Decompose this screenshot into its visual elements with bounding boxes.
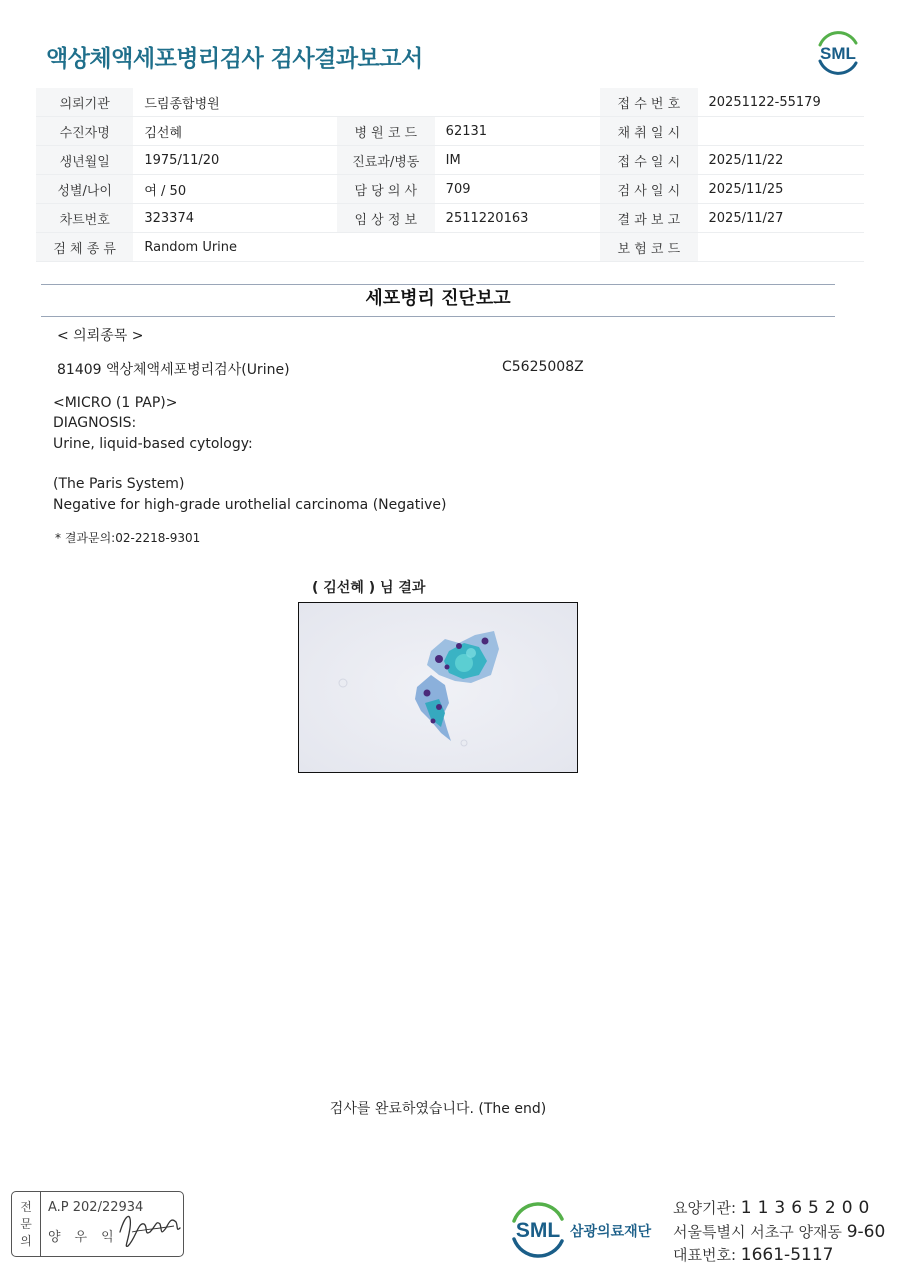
diagnosis-line: (The Paris System) — [53, 476, 185, 493]
info-label: 접 수 일 시 — [600, 146, 697, 175]
patient-info-table — [36, 88, 864, 262]
foundation-logo-text: SML — [515, 1219, 561, 1242]
info-value: 20251122-55179 — [698, 88, 865, 117]
test-name: 81409 액상체액세포병리검사(Urine) — [57, 362, 290, 378]
stamp-license: A.P 202/22934 — [48, 1200, 144, 1215]
diagnosis-line — [53, 454, 446, 474]
info-value: Random Urine — [133, 233, 337, 262]
info-label: 성별/나이 — [36, 175, 133, 204]
sml-logo-text: SML — [820, 44, 856, 63]
stamp-side-char: 전 — [20, 1199, 32, 1214]
info-value: 2025/11/22 — [698, 146, 865, 175]
info-label: 접 수 번 호 — [600, 88, 697, 117]
info-label: 진료과/병동 — [337, 146, 435, 175]
report-title: 액상체액세포병리검사 검사결과보고서 — [46, 46, 423, 72]
info-value: 709 — [435, 175, 600, 204]
info-row — [36, 146, 864, 175]
test-code: C5625008Z — [502, 359, 584, 375]
info-value — [698, 233, 865, 262]
image-caption: ( 김선혜 ) 님 결과 — [312, 580, 426, 596]
end-text: 검사를 완료하였습니다. (The end) — [329, 1101, 547, 1117]
info-value — [435, 233, 600, 262]
info-value: 드림종합병원 — [133, 88, 337, 117]
sml-logo — [812, 28, 864, 76]
info-value: 김선혜 — [133, 117, 337, 146]
cytology-micrograph — [299, 603, 577, 772]
info-label: 수진자명 — [36, 117, 133, 146]
info-value: 323374 — [133, 204, 337, 233]
info-label — [337, 233, 435, 262]
info-value: IM — [435, 146, 600, 175]
diagnosis-line: Urine, liquid-based cytology: — [53, 435, 253, 452]
phone-value: 1661-5117 — [740, 1245, 834, 1265]
info-value: 62131 — [435, 117, 600, 146]
info-value: 2025/11/25 — [698, 175, 865, 204]
diagnosis-line: Negative for high-grade urothelial carcinoma (Negative) — [53, 496, 447, 513]
stamp-side-char: 문 — [20, 1216, 32, 1231]
institution-code-value: 11365200 — [740, 1198, 876, 1218]
stamp-name: 양우익 — [48, 1230, 128, 1245]
info-row — [36, 204, 864, 233]
info-value — [698, 117, 865, 146]
address-value: 9-60 — [846, 1222, 886, 1242]
info-row — [36, 175, 864, 204]
request-heading: < 의뢰종목 > — [57, 328, 144, 344]
info-label: 검 사 일 시 — [600, 175, 697, 204]
section-title: 세포병리 진단보고 — [365, 288, 511, 309]
foundation-logo — [510, 1199, 662, 1259]
info-row — [36, 233, 864, 262]
info-label — [337, 88, 435, 117]
address-label: 서울특별시 서초구 양재동 — [673, 1223, 842, 1241]
institution-code-label: 요양기관: — [673, 1199, 737, 1217]
cytology-image — [298, 602, 578, 773]
info-value: 여 / 50 — [133, 175, 337, 204]
info-label: 생년월일 — [36, 146, 133, 175]
phone-label: 대표번호: — [673, 1246, 737, 1264]
pathologist-stamp — [11, 1191, 184, 1257]
info-value: 2025/11/27 — [698, 204, 865, 233]
info-label: 결 과 보 고 — [600, 204, 697, 233]
foundation-name: 삼광의료재단 — [570, 1224, 652, 1240]
info-value: 1975/11/20 — [133, 146, 337, 175]
address — [673, 1221, 885, 1242]
stamp-side-label — [12, 1192, 41, 1256]
info-value — [435, 88, 600, 117]
info-label: 병 원 코 드 — [337, 117, 435, 146]
info-label: 차트번호 — [36, 204, 133, 233]
info-label: 담 당 의 사 — [337, 175, 435, 204]
institution-code — [673, 1197, 875, 1218]
info-label: 의뢰기관 — [36, 88, 133, 117]
info-row — [36, 117, 864, 146]
info-value: 2511220163 — [435, 204, 600, 233]
section-rule-bottom — [41, 316, 835, 317]
info-label: 채 취 일 시 — [600, 117, 697, 146]
contact-info: * 결과문의:02-2218-9301 — [55, 531, 201, 545]
info-label: 임 상 정 보 — [337, 204, 435, 233]
stamp-side-char: 의 — [20, 1233, 32, 1248]
diagnosis-block — [53, 393, 446, 515]
info-label: 검 체 종 류 — [36, 233, 133, 262]
diagnosis-line: <MICRO (1 PAP)> — [53, 395, 178, 411]
phone — [673, 1244, 833, 1265]
diagnosis-line: DIAGNOSIS: — [53, 415, 137, 432]
info-row — [36, 88, 864, 117]
info-label: 보 험 코 드 — [600, 233, 697, 262]
signature — [116, 1202, 182, 1252]
